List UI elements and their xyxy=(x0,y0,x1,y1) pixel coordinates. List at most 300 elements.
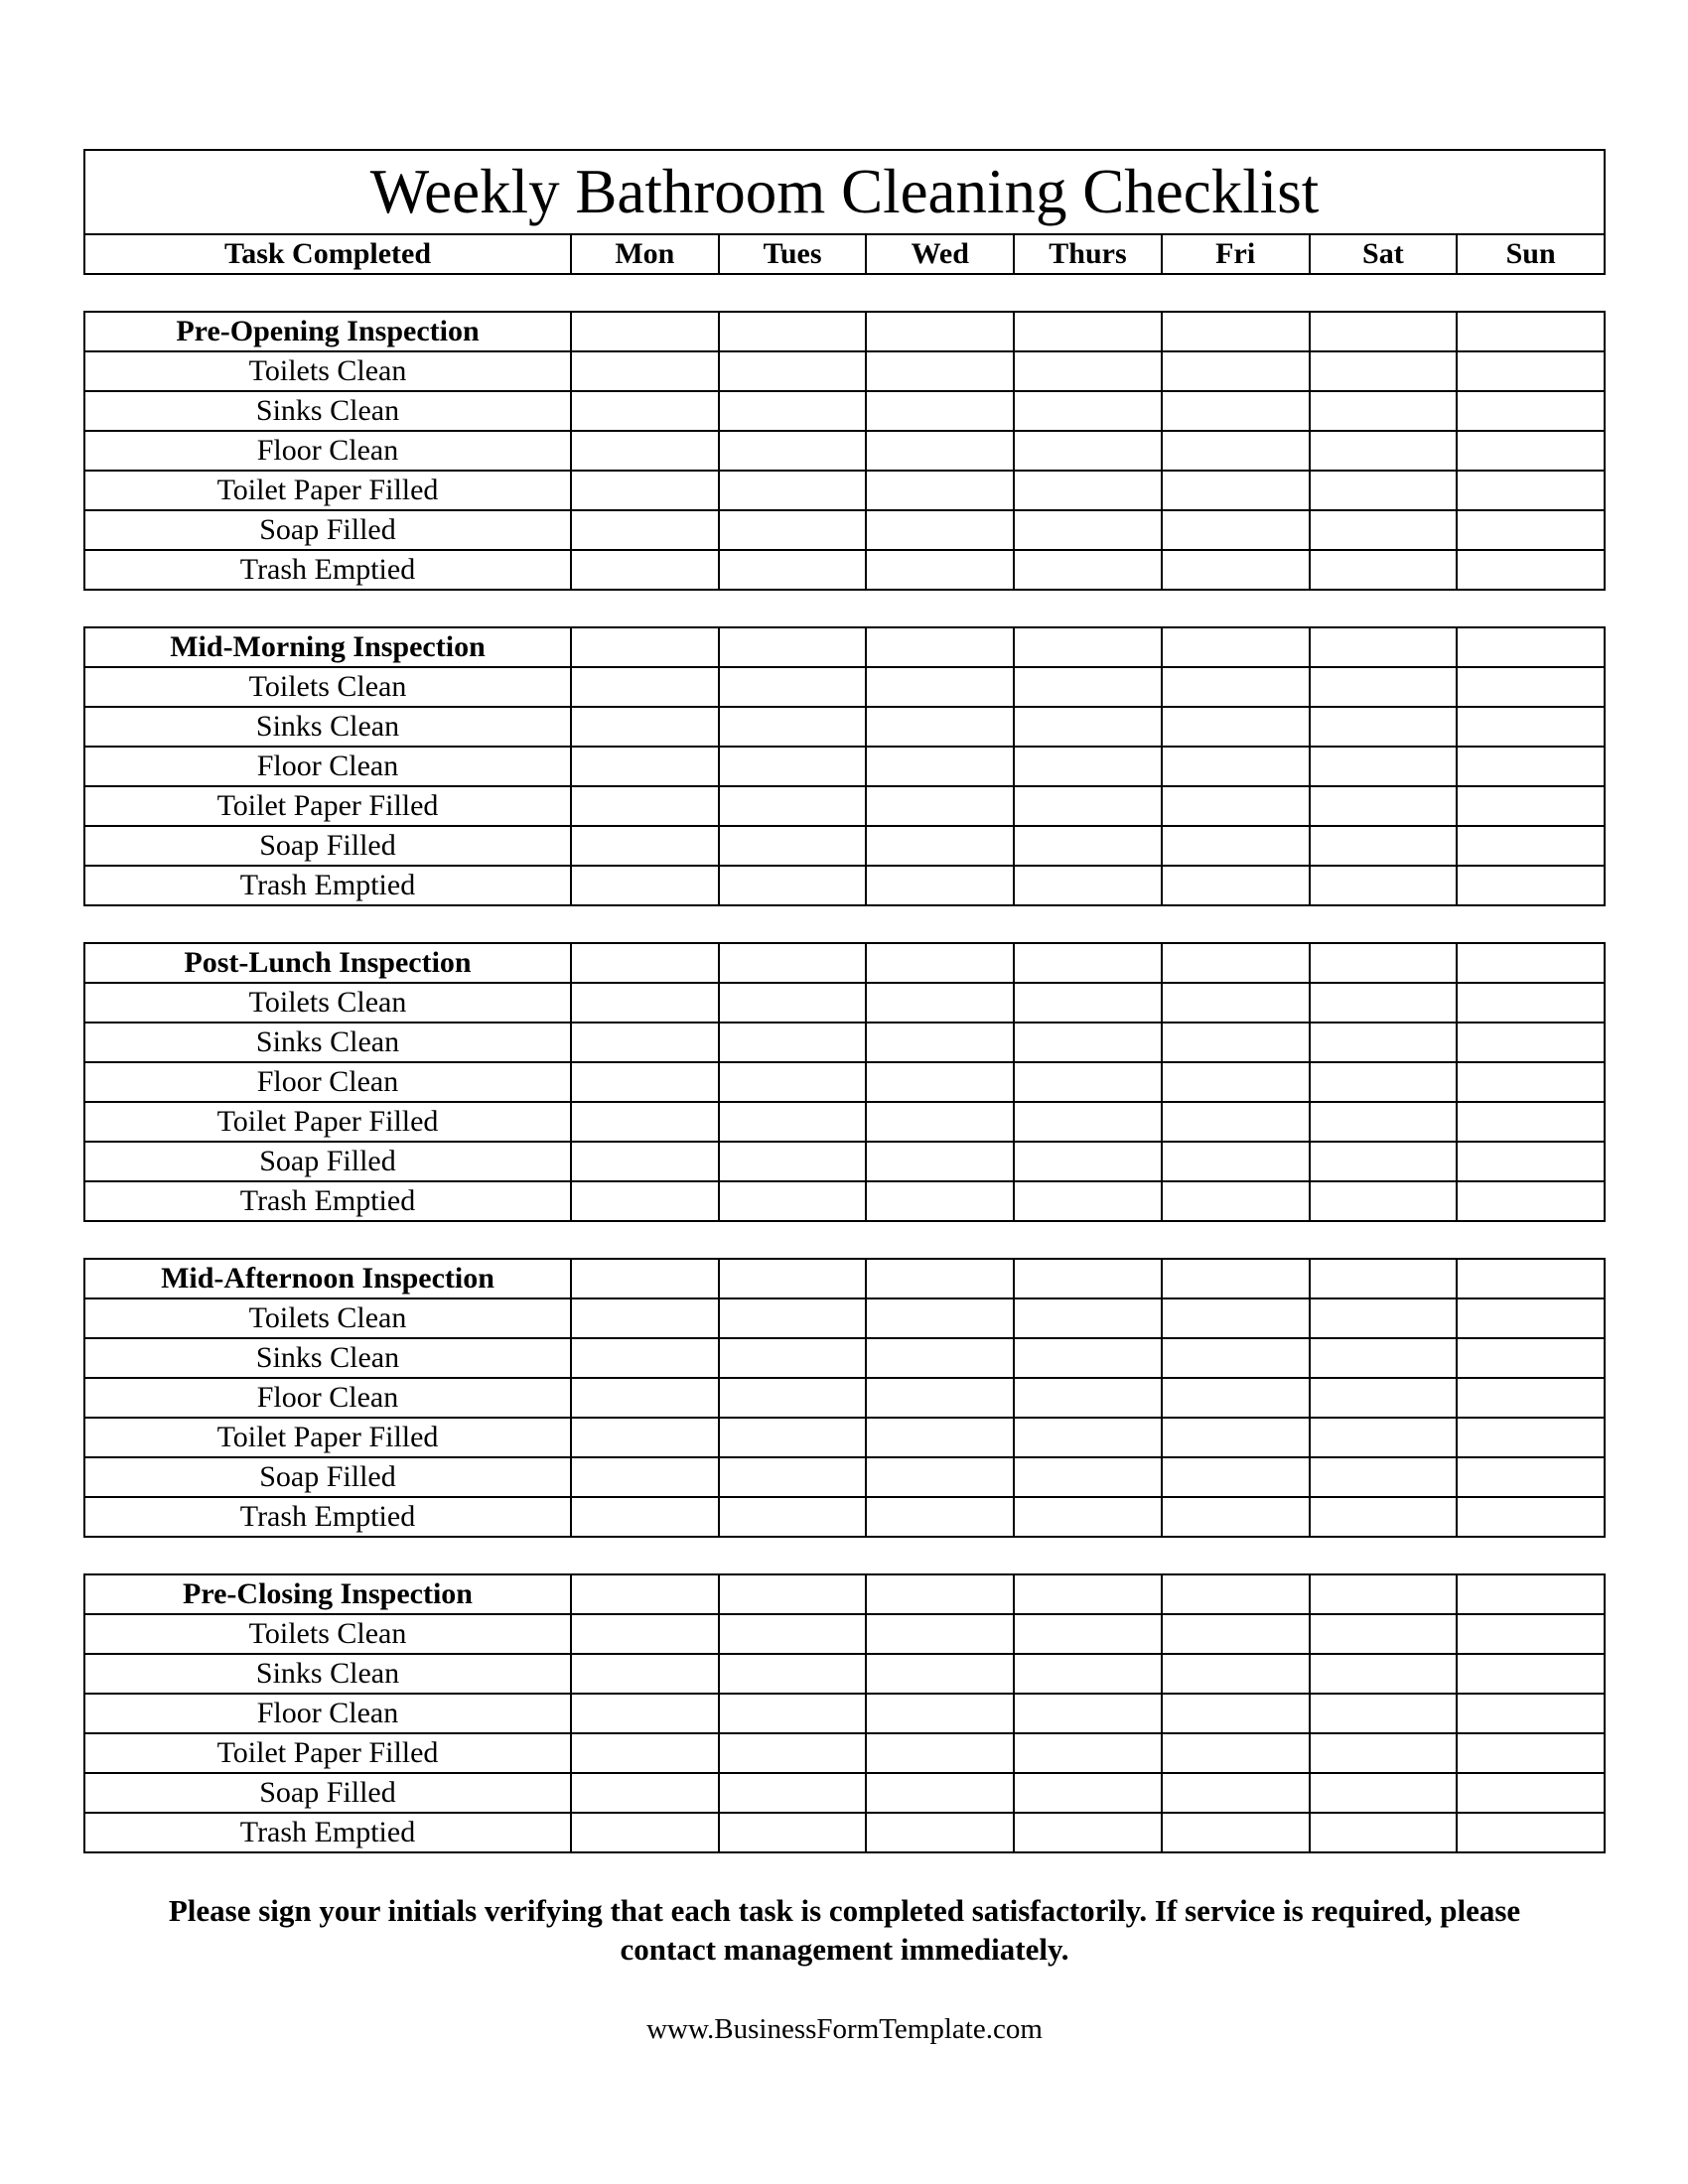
task-row xyxy=(84,1418,1605,1457)
day-cell xyxy=(1014,1694,1162,1733)
day-cell xyxy=(1457,1142,1605,1181)
day-cell xyxy=(719,1142,867,1181)
day-cell xyxy=(1457,510,1605,550)
day-cell xyxy=(1310,431,1458,471)
section-title: Mid-Morning Inspection xyxy=(84,627,571,667)
day-cell xyxy=(1162,312,1310,351)
task-label: Soap Filled xyxy=(84,1457,571,1497)
day-cell xyxy=(1457,1773,1605,1813)
task-label: Toilet Paper Filled xyxy=(84,1418,571,1457)
task-label: Trash Emptied xyxy=(84,866,571,905)
sections-container xyxy=(83,311,1606,1853)
day-header-mon: Mon xyxy=(571,234,719,274)
day-cell xyxy=(1457,826,1605,866)
day-cell xyxy=(1014,627,1162,667)
day-cell xyxy=(1014,431,1162,471)
day-cell xyxy=(866,1298,1014,1338)
day-cell xyxy=(1310,1298,1458,1338)
task-row xyxy=(84,1733,1605,1773)
day-cell xyxy=(1014,1733,1162,1773)
task-label: Sinks Clean xyxy=(84,1023,571,1062)
day-cell xyxy=(571,1102,719,1142)
days-header-row xyxy=(84,234,1605,274)
task-label: Soap Filled xyxy=(84,826,571,866)
section-title: Pre-Opening Inspection xyxy=(84,312,571,351)
day-cell xyxy=(866,866,1014,905)
day-cell xyxy=(571,826,719,866)
day-cell xyxy=(1014,1181,1162,1221)
task-label: Soap Filled xyxy=(84,1773,571,1813)
day-cell xyxy=(1457,1418,1605,1457)
day-cell xyxy=(866,1023,1014,1062)
day-cell xyxy=(866,1654,1014,1694)
day-cell xyxy=(1457,943,1605,983)
day-cell xyxy=(1310,826,1458,866)
day-cell xyxy=(571,747,719,786)
day-cell xyxy=(1162,826,1310,866)
task-label: Trash Emptied xyxy=(84,1497,571,1537)
day-cell xyxy=(1162,866,1310,905)
inspection-section-table xyxy=(83,1258,1606,1538)
task-row xyxy=(84,550,1605,590)
day-cell xyxy=(719,1654,867,1694)
day-cell xyxy=(1457,471,1605,510)
task-row xyxy=(84,391,1605,431)
day-cell xyxy=(866,431,1014,471)
task-row xyxy=(84,1694,1605,1733)
day-cell xyxy=(1310,1733,1458,1773)
day-cell xyxy=(866,1259,1014,1298)
day-cell xyxy=(571,391,719,431)
day-cell xyxy=(866,1574,1014,1614)
task-label: Sinks Clean xyxy=(84,391,571,431)
day-cell xyxy=(866,943,1014,983)
day-cell xyxy=(866,1497,1014,1537)
day-cell xyxy=(719,1259,867,1298)
day-cell xyxy=(1310,391,1458,431)
task-row xyxy=(84,1142,1605,1181)
day-cell xyxy=(719,667,867,707)
day-cell xyxy=(866,1102,1014,1142)
day-cell xyxy=(1014,1378,1162,1418)
task-label: Soap Filled xyxy=(84,1142,571,1181)
day-cell xyxy=(1014,1023,1162,1062)
task-row xyxy=(84,707,1605,747)
day-cell xyxy=(1162,1378,1310,1418)
day-cell xyxy=(1457,1497,1605,1537)
day-cell xyxy=(1014,1259,1162,1298)
day-cell xyxy=(571,667,719,707)
day-cell xyxy=(1310,747,1458,786)
day-cell xyxy=(866,471,1014,510)
day-cell xyxy=(1457,1023,1605,1062)
day-cell xyxy=(1014,1418,1162,1457)
day-cell xyxy=(1457,1298,1605,1338)
day-cell xyxy=(1162,1773,1310,1813)
day-cell xyxy=(719,471,867,510)
day-cell xyxy=(571,1813,719,1852)
day-cell xyxy=(1014,1102,1162,1142)
day-cell xyxy=(1457,1062,1605,1102)
day-cell xyxy=(1014,866,1162,905)
task-label: Toilets Clean xyxy=(84,667,571,707)
document-title: Weekly Bathroom Cleaning Checklist xyxy=(84,150,1605,234)
day-cell xyxy=(1014,1298,1162,1338)
day-cell xyxy=(1014,1457,1162,1497)
day-cell xyxy=(1162,1181,1310,1221)
task-label: Floor Clean xyxy=(84,1378,571,1418)
day-cell xyxy=(719,1023,867,1062)
day-cell xyxy=(571,1378,719,1418)
day-cell xyxy=(1162,550,1310,590)
day-cell xyxy=(1310,1338,1458,1378)
day-cell xyxy=(1457,1574,1605,1614)
task-label: Floor Clean xyxy=(84,431,571,471)
day-cell xyxy=(1014,1654,1162,1694)
task-row xyxy=(84,1497,1605,1537)
day-cell xyxy=(1162,1654,1310,1694)
section-header-row xyxy=(84,943,1605,983)
day-cell xyxy=(571,510,719,550)
day-header-fri: Fri xyxy=(1162,234,1310,274)
day-cell xyxy=(1014,786,1162,826)
task-row xyxy=(84,351,1605,391)
day-cell xyxy=(866,1614,1014,1654)
task-row xyxy=(84,786,1605,826)
day-cell xyxy=(1162,1694,1310,1733)
inspection-section-table xyxy=(83,942,1606,1222)
day-cell xyxy=(571,1298,719,1338)
day-cell xyxy=(1310,786,1458,826)
day-cell xyxy=(1310,1574,1458,1614)
day-cell xyxy=(1162,1259,1310,1298)
day-cell xyxy=(1014,1614,1162,1654)
day-cell xyxy=(1310,866,1458,905)
day-cell xyxy=(719,1694,867,1733)
day-cell xyxy=(1310,312,1458,351)
task-label: Sinks Clean xyxy=(84,1654,571,1694)
day-cell xyxy=(719,1733,867,1773)
signature-instructions-line-2: contact management immediately. xyxy=(620,1932,1069,1967)
day-cell xyxy=(571,431,719,471)
task-row xyxy=(84,471,1605,510)
signature-instructions-line-1: Please sign your initials verifying that each task is completed satisfactorily. If service is required, please xyxy=(168,1893,1521,1928)
day-cell xyxy=(1014,550,1162,590)
day-cell xyxy=(571,1694,719,1733)
day-cell xyxy=(1310,1457,1458,1497)
day-cell xyxy=(1310,550,1458,590)
day-cell xyxy=(719,826,867,866)
day-cell xyxy=(1457,431,1605,471)
inspection-section-table xyxy=(83,626,1606,906)
task-row xyxy=(84,1181,1605,1221)
day-cell xyxy=(1162,1574,1310,1614)
day-cell xyxy=(1457,667,1605,707)
day-cell xyxy=(1310,1102,1458,1142)
day-cell xyxy=(866,1418,1014,1457)
day-cell xyxy=(1310,1497,1458,1537)
day-cell xyxy=(719,707,867,747)
day-cell xyxy=(1310,983,1458,1023)
day-cell xyxy=(719,1574,867,1614)
day-cell xyxy=(1014,312,1162,351)
day-cell xyxy=(866,1338,1014,1378)
day-cell xyxy=(1162,471,1310,510)
task-row xyxy=(84,1378,1605,1418)
day-cell xyxy=(719,312,867,351)
day-cell xyxy=(1162,1338,1310,1378)
day-cell xyxy=(1310,1142,1458,1181)
day-cell xyxy=(1310,1062,1458,1102)
task-label: Trash Emptied xyxy=(84,1181,571,1221)
day-cell xyxy=(1162,943,1310,983)
day-cell xyxy=(1310,1418,1458,1457)
day-cell xyxy=(571,627,719,667)
signature-instructions xyxy=(83,1891,1606,1969)
day-cell xyxy=(1310,943,1458,983)
day-cell xyxy=(719,1298,867,1338)
day-cell xyxy=(866,1694,1014,1733)
day-cell xyxy=(1457,1733,1605,1773)
day-cell xyxy=(571,1181,719,1221)
day-cell xyxy=(571,550,719,590)
day-cell xyxy=(1162,1457,1310,1497)
task-row xyxy=(84,1338,1605,1378)
day-cell xyxy=(719,510,867,550)
task-completed-header: Task Completed xyxy=(84,234,571,274)
day-cell xyxy=(571,1574,719,1614)
day-cell xyxy=(1162,1418,1310,1457)
day-cell xyxy=(1457,1102,1605,1142)
day-cell xyxy=(1162,1062,1310,1102)
day-cell xyxy=(866,391,1014,431)
day-cell xyxy=(1457,747,1605,786)
day-cell xyxy=(866,312,1014,351)
day-cell xyxy=(1014,1497,1162,1537)
day-cell xyxy=(1014,1773,1162,1813)
day-cell xyxy=(1457,1654,1605,1694)
day-cell xyxy=(1162,431,1310,471)
day-cell xyxy=(1310,1773,1458,1813)
day-cell xyxy=(866,707,1014,747)
task-label: Soap Filled xyxy=(84,510,571,550)
section-header-row xyxy=(84,312,1605,351)
day-cell xyxy=(719,627,867,667)
day-cell xyxy=(1457,627,1605,667)
day-cell xyxy=(571,1497,719,1537)
task-label: Floor Clean xyxy=(84,1694,571,1733)
day-cell xyxy=(1014,1574,1162,1614)
day-cell xyxy=(1162,510,1310,550)
day-cell xyxy=(1310,510,1458,550)
task-row xyxy=(84,1102,1605,1142)
day-cell xyxy=(866,351,1014,391)
day-cell xyxy=(1310,707,1458,747)
day-cell xyxy=(866,1813,1014,1852)
day-cell xyxy=(1457,786,1605,826)
day-header-tues: Tues xyxy=(719,234,867,274)
day-cell xyxy=(719,1378,867,1418)
day-cell xyxy=(1014,510,1162,550)
section-header-row xyxy=(84,627,1605,667)
day-cell xyxy=(571,1418,719,1457)
day-cell xyxy=(571,1733,719,1773)
day-cell xyxy=(571,786,719,826)
task-row xyxy=(84,866,1605,905)
day-cell xyxy=(571,1614,719,1654)
day-cell xyxy=(571,1654,719,1694)
day-cell xyxy=(571,707,719,747)
day-cell xyxy=(866,1378,1014,1418)
day-cell xyxy=(571,1338,719,1378)
day-cell xyxy=(866,1773,1014,1813)
day-cell xyxy=(1310,1023,1458,1062)
day-cell xyxy=(1162,351,1310,391)
task-label: Toilet Paper Filled xyxy=(84,471,571,510)
section-title: Mid-Afternoon Inspection xyxy=(84,1259,571,1298)
task-label: Toilet Paper Filled xyxy=(84,1733,571,1773)
task-row xyxy=(84,826,1605,866)
day-cell xyxy=(571,1142,719,1181)
section-title: Pre-Closing Inspection xyxy=(84,1574,571,1614)
inspection-section-table xyxy=(83,1573,1606,1853)
task-row xyxy=(84,983,1605,1023)
day-cell xyxy=(1310,1654,1458,1694)
day-cell xyxy=(1014,943,1162,983)
day-cell xyxy=(719,1181,867,1221)
day-cell xyxy=(571,983,719,1023)
day-cell xyxy=(1310,627,1458,667)
day-cell xyxy=(719,983,867,1023)
day-cell xyxy=(1162,1023,1310,1062)
day-cell xyxy=(1014,1813,1162,1852)
day-cell xyxy=(1457,1259,1605,1298)
day-cell xyxy=(866,826,1014,866)
checklist-header-table xyxy=(83,149,1606,275)
day-cell xyxy=(719,1773,867,1813)
task-row xyxy=(84,1298,1605,1338)
day-cell xyxy=(1162,1102,1310,1142)
task-label: Floor Clean xyxy=(84,747,571,786)
day-cell xyxy=(1014,1338,1162,1378)
inspection-section-table xyxy=(83,311,1606,591)
day-cell xyxy=(719,1457,867,1497)
task-label: Sinks Clean xyxy=(84,1338,571,1378)
section-header-row xyxy=(84,1574,1605,1614)
day-cell xyxy=(1310,667,1458,707)
day-cell xyxy=(1162,1614,1310,1654)
day-cell xyxy=(719,866,867,905)
task-label: Toilet Paper Filled xyxy=(84,1102,571,1142)
day-cell xyxy=(1310,1694,1458,1733)
task-label: Toilets Clean xyxy=(84,1614,571,1654)
document-content xyxy=(83,149,1606,2046)
day-cell xyxy=(1162,1733,1310,1773)
section-header-row xyxy=(84,1259,1605,1298)
day-header-sat: Sat xyxy=(1310,234,1458,274)
day-cell xyxy=(719,786,867,826)
day-cell xyxy=(866,983,1014,1023)
day-cell xyxy=(1457,1457,1605,1497)
day-header-wed: Wed xyxy=(866,234,1014,274)
day-cell xyxy=(571,1062,719,1102)
day-cell xyxy=(1457,351,1605,391)
task-row xyxy=(84,1062,1605,1102)
day-cell xyxy=(1457,866,1605,905)
day-cell xyxy=(866,786,1014,826)
day-cell xyxy=(571,471,719,510)
day-cell xyxy=(1310,1378,1458,1418)
website-url: www.BusinessFormTemplate.com xyxy=(646,2013,1043,2045)
day-cell xyxy=(1014,826,1162,866)
day-cell xyxy=(866,1062,1014,1102)
day-cell xyxy=(719,1338,867,1378)
day-cell xyxy=(719,550,867,590)
section-title: Post-Lunch Inspection xyxy=(84,943,571,983)
day-cell xyxy=(1457,550,1605,590)
day-cell xyxy=(866,510,1014,550)
day-cell xyxy=(719,1813,867,1852)
day-cell xyxy=(1457,1378,1605,1418)
day-cell xyxy=(1014,983,1162,1023)
day-cell xyxy=(866,1142,1014,1181)
day-cell xyxy=(719,1497,867,1537)
day-cell xyxy=(866,747,1014,786)
task-label: Trash Emptied xyxy=(84,1813,571,1852)
day-cell xyxy=(1310,1813,1458,1852)
day-cell xyxy=(719,351,867,391)
day-cell xyxy=(1014,1142,1162,1181)
day-cell xyxy=(1457,707,1605,747)
day-cell xyxy=(1162,667,1310,707)
day-header-sun: Sun xyxy=(1457,234,1605,274)
day-cell xyxy=(866,1733,1014,1773)
day-cell xyxy=(719,1614,867,1654)
day-cell xyxy=(866,550,1014,590)
day-cell xyxy=(866,1457,1014,1497)
day-cell xyxy=(719,391,867,431)
day-cell xyxy=(571,1457,719,1497)
day-cell xyxy=(719,747,867,786)
day-cell xyxy=(719,1102,867,1142)
day-cell xyxy=(1014,471,1162,510)
day-cell xyxy=(1162,391,1310,431)
task-row xyxy=(84,1773,1605,1813)
task-label: Toilet Paper Filled xyxy=(84,786,571,826)
day-cell xyxy=(866,1181,1014,1221)
day-cell xyxy=(571,1773,719,1813)
task-label: Toilets Clean xyxy=(84,983,571,1023)
day-cell xyxy=(1162,1497,1310,1537)
task-row xyxy=(84,1654,1605,1694)
day-cell xyxy=(1310,1614,1458,1654)
task-row xyxy=(84,747,1605,786)
task-row xyxy=(84,1813,1605,1852)
day-cell xyxy=(1457,391,1605,431)
day-cell xyxy=(1014,667,1162,707)
day-cell xyxy=(1162,983,1310,1023)
day-cell xyxy=(1310,471,1458,510)
day-cell xyxy=(866,627,1014,667)
task-label: Floor Clean xyxy=(84,1062,571,1102)
day-cell xyxy=(866,667,1014,707)
day-cell xyxy=(1457,1813,1605,1852)
day-cell xyxy=(1310,1259,1458,1298)
day-cell xyxy=(719,431,867,471)
day-cell xyxy=(1162,627,1310,667)
task-row xyxy=(84,431,1605,471)
day-cell xyxy=(1457,1614,1605,1654)
